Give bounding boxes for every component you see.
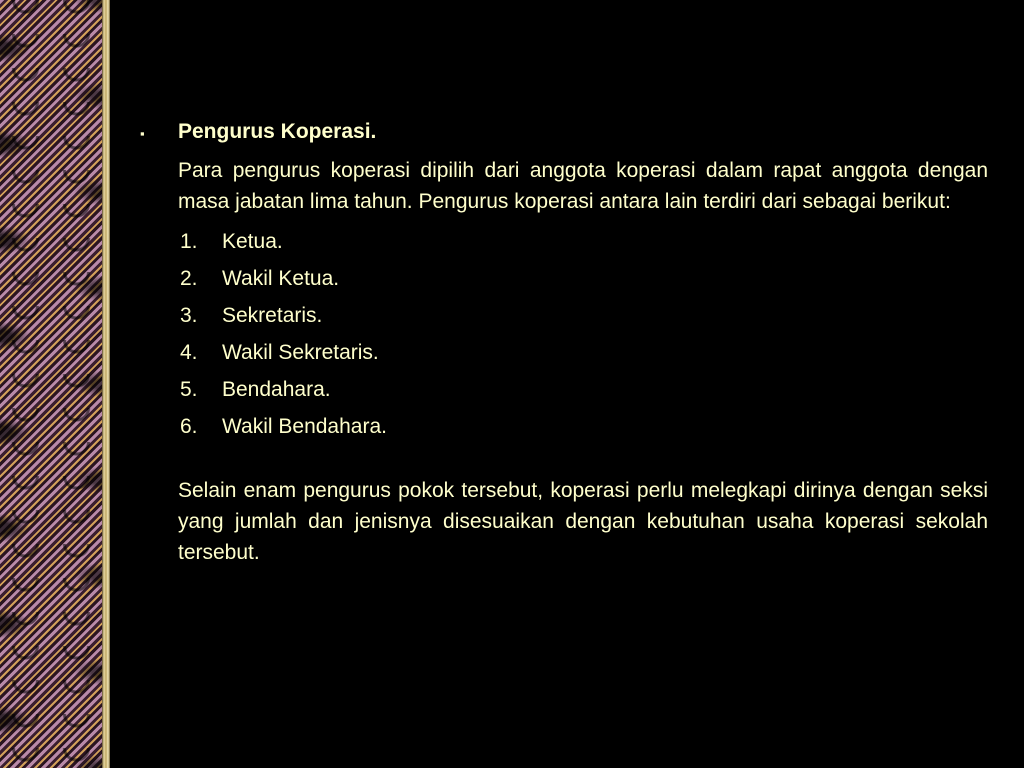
slide-heading: Pengurus Koperasi. bbox=[178, 120, 377, 143]
decorative-pattern-overlay bbox=[0, 0, 102, 768]
list-item bbox=[180, 371, 988, 408]
list-item-label: Bendahara. bbox=[222, 378, 331, 401]
list-item-number: 2. bbox=[180, 267, 198, 290]
heading-row bbox=[140, 116, 988, 149]
list-item bbox=[180, 334, 988, 371]
list-item bbox=[180, 408, 988, 445]
list-item-label: Ketua. bbox=[222, 230, 283, 253]
list-item-number: 5. bbox=[180, 378, 198, 401]
list-item-number: 4. bbox=[180, 341, 198, 364]
square-bullet-icon: ▪ bbox=[140, 126, 145, 141]
officer-list bbox=[180, 223, 988, 445]
list-item-number: 6. bbox=[180, 415, 198, 438]
list-item-label: Sekretaris. bbox=[222, 304, 323, 327]
gold-divider-rule bbox=[102, 0, 110, 768]
list-item-label: Wakil Bendahara. bbox=[222, 415, 387, 438]
list-item bbox=[180, 260, 988, 297]
slide-content bbox=[140, 116, 988, 568]
intro-paragraph bbox=[178, 155, 988, 217]
closing-paragraph: Selain enam pengurus pokok tersebut, koperasi perlu melegkapi dirinya dengan seksi yang jumlah dan jenisnya disesuaikan dengan kebutuhan usaha koperasi sekolah tersebut. bbox=[178, 479, 988, 564]
list-item-number: 3. bbox=[180, 304, 198, 327]
list-item-number: 1. bbox=[180, 230, 198, 253]
intro-text: Para pengurus koperasi dipilih dari anggota koperasi dalam rapat anggota dengan masa jabatan lima tahun. Pengurus koperasi antara lain terdiri dari sebagai berikut: bbox=[178, 159, 988, 213]
list-item-label: Wakil Sekretaris. bbox=[222, 341, 379, 364]
list-item bbox=[180, 223, 988, 260]
list-item bbox=[180, 297, 988, 334]
list-item-label: Wakil Ketua. bbox=[222, 267, 340, 290]
